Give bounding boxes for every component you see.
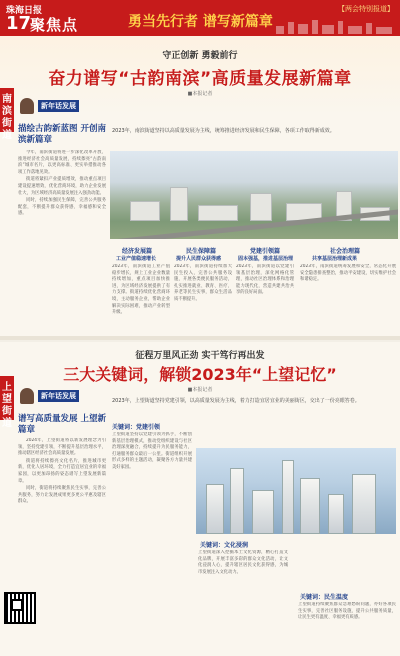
section-shangwang	[0, 342, 400, 656]
skyline-decoration	[276, 18, 396, 34]
col3-subheading: 固本强基，推进基层治理	[238, 256, 294, 262]
col4-text: 2023年，南滨街道统筹发展和安全，常态化开展安全隐患排查整治，推动平安建设，切实维护社会和谐稳定。	[300, 264, 396, 283]
col2-subheading: 提升人民群众获得感	[176, 256, 222, 262]
col2-text: 2023年，南滨街道持续加大民生投入，完善公共服务设施，开展各类便民服务活动，扎实推进就业、教育、医疗、养老等民生实事，群众生活品质不断提升。	[174, 264, 232, 302]
col3-text: 上望街道持续聚焦群众急难愁盼问题，办好各项民生实事，完善社区服务设施，提升公共服务质量，让民生更有温度、幸福更有质感。	[298, 602, 396, 621]
col4-subheading: 共享基层治理新成果	[312, 256, 358, 262]
col3-heading: 关键词：民生温度	[300, 594, 349, 601]
col1-subheading: 工业产值稳速增长	[116, 256, 157, 262]
col2-text: 上望街道深入挖掘本土文化资源，精心打造文化品牌，开展丰富多彩的群众文化活动，让文化浸润人心，提升辖区居民文化获得感，为城市发展注入文化动力。	[198, 550, 288, 575]
section-kicker: 守正创新 勇毅前行	[162, 51, 238, 61]
col1-heading: 关键词：党建引领	[112, 424, 161, 431]
side-text: 2024年，上望街道将以新发展理念为引领，坚持党建引领，不断提升基层治理水平，推动辖区经济社会高质量发展。 街道将持续擦亮文化名片，推进城市更新，优化人居环境，全力打造宜居宜业的幸福家园，以更加昂扬的姿态谱写上望发展新篇章。 同时，街道将持续聚焦民生实事，完善公共服务，努力让发展成果更多更公平惠及辖区群众。	[18, 438, 106, 505]
col1-text: 2023年，南滨街道工业产值稳步增长，规上工业企业数量持续增加，重点项目加快推进，为区域经济发展提供了有力支撑。街道持续优化营商环境，主动服务企业，帮助企业解决实际困难，推动产业转型升级。	[112, 264, 170, 316]
official-portrait	[20, 98, 34, 114]
section-byline: ■本报记者	[187, 387, 213, 393]
side-heading: 描绘古韵新蓝图 开创南滨新篇章	[18, 124, 106, 145]
city-skyline-photo	[196, 448, 396, 534]
col4-heading: 社会治理篇	[330, 248, 361, 255]
official-portrait	[20, 388, 34, 404]
issue-label: 【两会特别报道】	[338, 5, 394, 13]
newspaper-brand: 珠海日报	[6, 6, 43, 16]
col2-heading: 民生保障篇	[186, 248, 217, 255]
column-tag: 新年话发展	[38, 390, 79, 402]
side-heading: 谱写高质量发展 上望新篇章	[18, 414, 106, 435]
section-title: 三大关键词，解锁2023年“上望记忆”	[63, 365, 337, 384]
section-title: 奋力谱写“古韵南滨”高质量发展新篇章	[48, 69, 352, 89]
side-text: 今年，南滨街道将进一步深化改革开放、推进经济社会高质量发展，持续擦亮“古韵南滨”城市名片，以更高标准、更实举措推动各项工作落地见效。 街道将紧扣产业提质增效，推动重点项目建设提速增效，优化营商环境，助力企业发展壮大，为区域经济高质量发展注入强劲动能。 同时，持续加强民生保障，完善公共服务配套，不断提升群众获得感、幸福感和安全感。	[18, 150, 106, 217]
col3-heading: 党建引领篇	[250, 248, 281, 255]
header-slogan: 勇当先行者 谱写新篇章	[128, 14, 273, 30]
street-label: 南滨街道	[0, 88, 14, 132]
section-divider	[0, 336, 400, 340]
col1-text: 上望街道坚持以党建引领为抓手，不断创新基层治理模式，推动党组织建设与社区治理深度融合，持续提升为民服务能力，打通服务群众最后一公里。街道组织开展形式多样的主题活动，凝聚各方力量共建美好家园。	[112, 432, 192, 470]
street-label: 上望街道	[0, 376, 14, 420]
col2-heading: 关键词：文化浸润	[200, 542, 249, 549]
page-number: 17	[6, 13, 32, 34]
section-byline: ■本报记者	[187, 91, 213, 97]
column-tag: 新年话发展	[38, 100, 79, 112]
col1-heading: 经济发展篇	[122, 248, 153, 255]
col3-text: 2023年，南滨街道以党建引领基层治理，深化网格化管理，推动社区治理体系和治理能力现代化，营造共建共治共享的良好局面。	[236, 264, 294, 296]
section-kicker: 征程万里风正劲 实干笃行再出发	[135, 351, 265, 361]
lead-paragraph: 2023年，上望街道坚持党建引领，以高质量发展为主线，着力打造宜居宜业的美丽街区，交出了一份亮眼答卷。	[112, 398, 360, 404]
qr-code[interactable]	[4, 592, 36, 624]
page-header	[0, 0, 400, 36]
section-nanbin	[0, 36, 400, 336]
lead-paragraph: 2023年，南滨街道坚持以高质量发展为主线，统筹推进经济发展和民生保障，各项工作取得新成效。	[112, 128, 335, 134]
city-aerial-photo	[110, 151, 398, 239]
section-name: 聚焦点	[30, 16, 79, 34]
